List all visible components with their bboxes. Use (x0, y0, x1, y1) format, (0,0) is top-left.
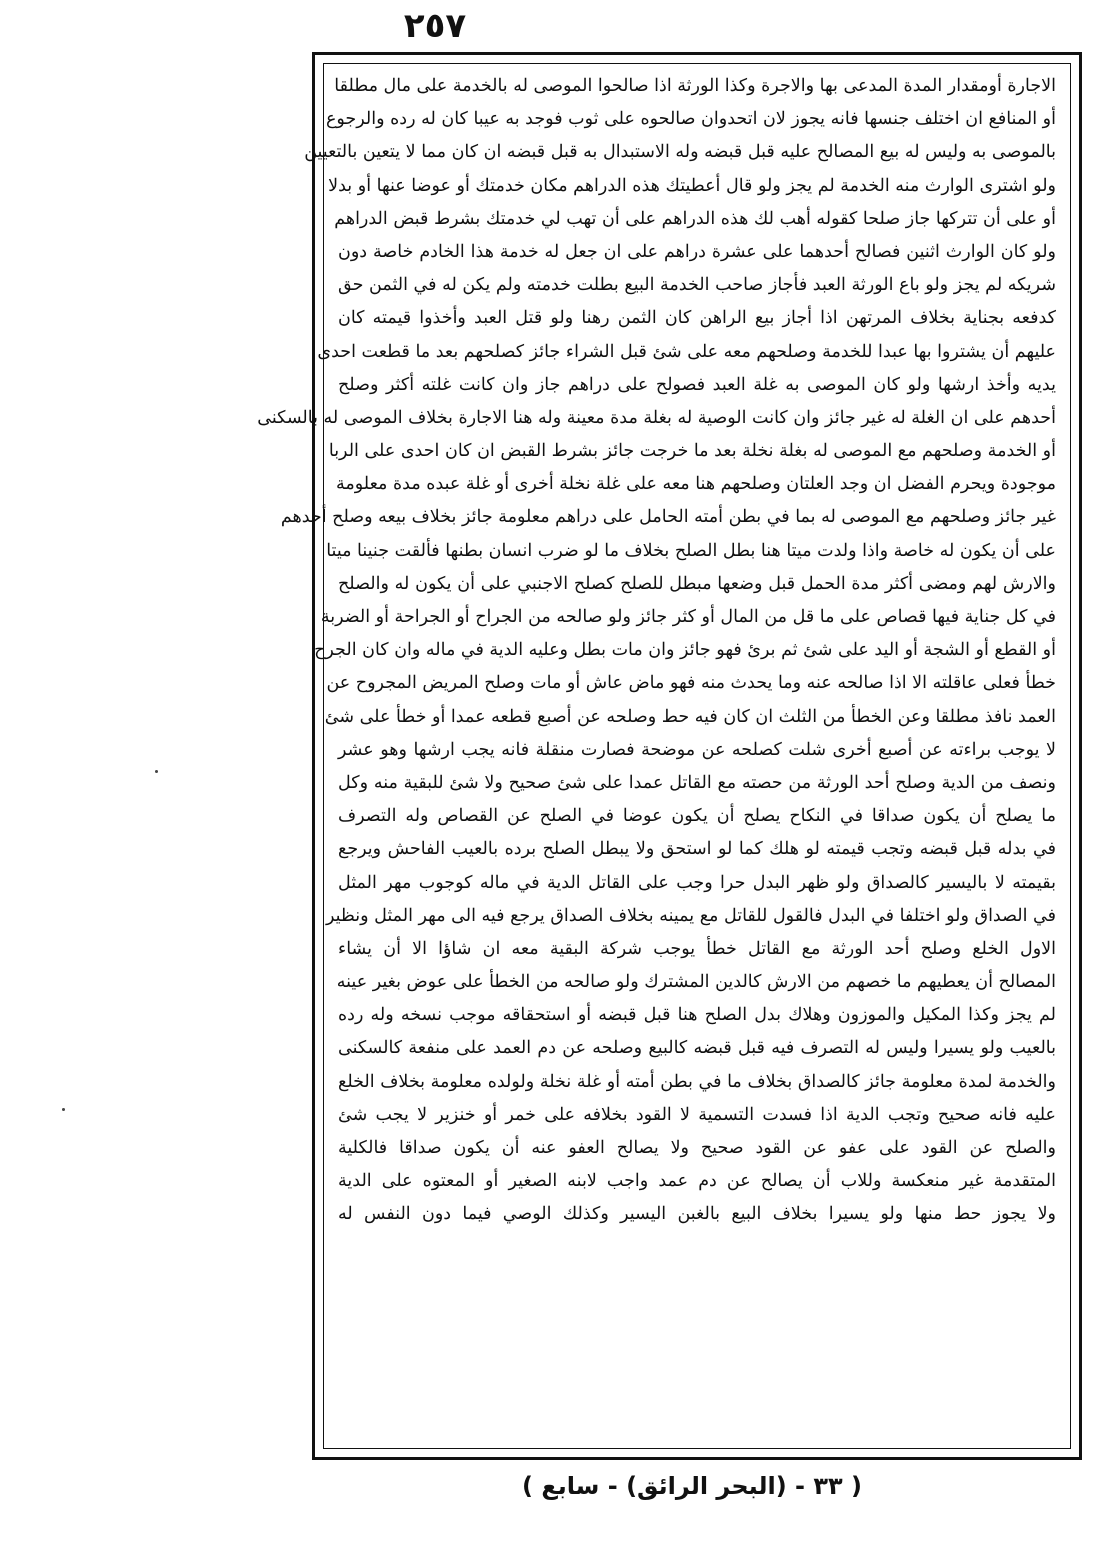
page-frame (257, 52, 1082, 1460)
text-line: والصلح عن القود على عفو عن القود صحيح ولا يصالح العفو عنه أن يكون صداقا فالكلية (338, 1138, 1056, 1158)
text-line: ولو كان الوارث اثنين فصالح أحدهما على عشرة دراهم على ان جعل له خدمة هذا الخادم خاصة دون (338, 241, 1056, 262)
text-line: ونصف من الدية وصلح أحد الورثة من حصته مع القاتل عمدا على شئ صحيح ولا شئ للبقية منه وكل (338, 772, 1056, 793)
text-frame (257, 63, 1071, 1449)
text-line: في بدله قبل قبضه وتجب قيمته لو هلك كما لو استحق ولا يبطل الصلح برده بالعيب الفاحش ويرجع (338, 839, 1056, 860)
text-line: الاول الخلع وصلح أحد الورثة مع القاتل خطأ يوجب شركة البقية معه ان شاؤا الا أن يشاء (338, 938, 1056, 959)
text-line: ولو اشترى الوارث منه الخدمة لم يجز ولو قال أعطيتك هذه الدراهم مكان خدمتك أو عوضا عنها أو بدلا (328, 175, 1056, 196)
text-line: أو على أن تتركها جاز صلحا كقوله أهب لك هذه الدراهم على أن تهب لي خدمتك بشرط قبض الدراهم (334, 208, 1056, 229)
page-number: ٢٥٧ (403, 6, 467, 46)
text-line: المتقدمة غير منعكسة وللاب أن يصالح عن دم عمد واجب لابنه الصغير أو المعتوه على الدية (338, 1171, 1056, 1192)
text-line: يديه وأخذ ارشها ولو كان الموصى به غلة العبد فصولح على دراهم جاز وان كانت غلته أكثر وصلح (338, 374, 1056, 395)
text-line: موجودة ويحرم الفضل ان وجد العلتان وصلحهم هنا معه على غلة نخلة أخرى أو غلة عبده مدة معلومة (336, 474, 1056, 495)
text-line: العمد نافذ مطلقا وعن الخطأ من الثلث ان كان فيه حط وصلحه عن أصبع قطعه عمدا أو خطأ على شئ (324, 706, 1056, 727)
text-line: عليه فانه صحيح وتجب الدية اذا فسدت التسمية لا القود بخلافه على خمر أو خنزير لا يجب شئ (338, 1104, 1056, 1125)
text-line: بقيمته لا باليسير كالصداق ولو ظهر البدل حرا وجب على القاتل الدية في ماله كوجوب مهر المثل (338, 872, 1056, 893)
text-line: على أن يكون له خاصة واذا ولدت ميتا هنا بطل الصلح بخلاف ما لو ضرب انسان بطنها فألقت جنينا ميتا (326, 540, 1056, 561)
text-line: كدفعه بجناية بخلاف المرتهن اذا أجاز بيع الراهن كان الثمن رهنا ولو قتل العبد وأخذوا قيمته كان (338, 308, 1056, 329)
text-line: شريكه لم يجز ولو باع الورثة العبد فأجاز صاحب الخدمة البيع بطلت خدمته ولم يكن له في الثمن حق (338, 275, 1056, 296)
text-line: بالعيب ولو يسيرا وليس له التصرف فيه قبل قبضه كالبيع وصلحه عن دم العمد على منفعة كالسكنى (338, 1038, 1056, 1059)
text-line: ولا يجوز حط منها ولو يسيرا بخلاف البيع بالغبن اليسير وكذلك الوصي فيما دون النفس له (338, 1204, 1056, 1225)
text-line: والخدمة لمدة معلومة جائز كالصداق بخلاف ما في بطن أمته أو غلة نخلة ولولده معلومة بخلاف الخلع (338, 1071, 1056, 1092)
text-line: عليهم أن يشتروا بها عبدا للخدمة وصلحهم معه على شئ قبل الشراء جائز كصلحهم بعد ما قطعت احدى (317, 341, 1056, 362)
text-line: بالموصى به وليس له بيع المصالح عليه قبل قبضه وله الاستبدال به قبل قبضه ان كان مما لا يتعين بالتعيين (304, 142, 1056, 163)
text-line: أحدهم على ان الغلة له غير جائز وان كانت الوصية له بغلة مدة معينة وله هنا الاجارة بخلاف الموصى له بالسكنى (257, 407, 1056, 428)
text-line: لم يجز وكذا المكيل والموزون وهلاك بدل الصلح هنا قبل قبضه أو استحقاقه موجب نسخه وله رده (338, 1005, 1056, 1026)
scan-speck (62, 1108, 65, 1111)
text-line: والارش لهم ومضى أكثر مدة الحمل قبل وضعها مبطل للصلح كصلح الاجنبي على أن يكون له والصلح (338, 573, 1056, 594)
scan-speck (155, 770, 158, 773)
text-line: أو المنافع ان اختلف جنسها فانه يجوز لان اتحدوان صالحوه على ثوب فوجد به عيبا كان له رده والرجوع (325, 109, 1056, 130)
text-line: ما يصلح أن يكون صداقا في النكاح يصلح أن يكون عوضا في الصلح عن القصاص وله التصرف (338, 806, 1056, 827)
text-line: في الصداق ولو اختلفا في البدل فالقول للقاتل مع يمينه بخلاف الصداق يرجع فيه الى مهر المثل ونظير (325, 905, 1056, 926)
footer-signature: ( ٣٣ - (البحر الرائق) - سابع ) (522, 1472, 862, 1500)
body-text (257, 70, 1056, 1232)
text-line: المصالح أن يعطيهم ما خصهم من الارش كالدين المشترك ولو صالحه من الخطأ على عوض بغير عينه (336, 972, 1056, 993)
text-line: غير جائز وصلحهم مع الموصى له بما في بطن أمته الحامل على دراهم معلومة جائز بخلاف بيعه وصلح أحدهم (280, 507, 1056, 528)
text-line: خطأ فعلى عاقلته الا اذا صالحه عنه وما يحدث منه فهو ماض عاش أو مات وصلح المريض المجروح عن (326, 673, 1056, 694)
text-line: أو القطع أو الشجة أو اليد على شئ ثم برئ فهو جائز وان مات بطل وعليه الدية في ماله وان كان الجرح (314, 640, 1056, 661)
text-line: الاجارة أومقدار المدة المدعى بها والاجرة وكذا الورثة اذا صالحوا الموصى له بالخدمة على مال مطلقا (334, 76, 1056, 96)
text-line: أو الخدمة وصلحهم مع الموصى له بغلة نخلة بعد ما خرجت جائز بشرط القبض ان كان احدى على الربا (328, 441, 1056, 462)
text-line: لا يوجب براءته عن أصبع أخرى شلت كصلحه عن موضحة فصارت منقلة فانه يجب ارشها وهو عشر (338, 739, 1056, 760)
text-line: في كل جناية فيها قصاص على ما قل من المال أو كثر جائز ولو صالحه من الجراح أو الجراحة أو الضربة (320, 607, 1056, 627)
